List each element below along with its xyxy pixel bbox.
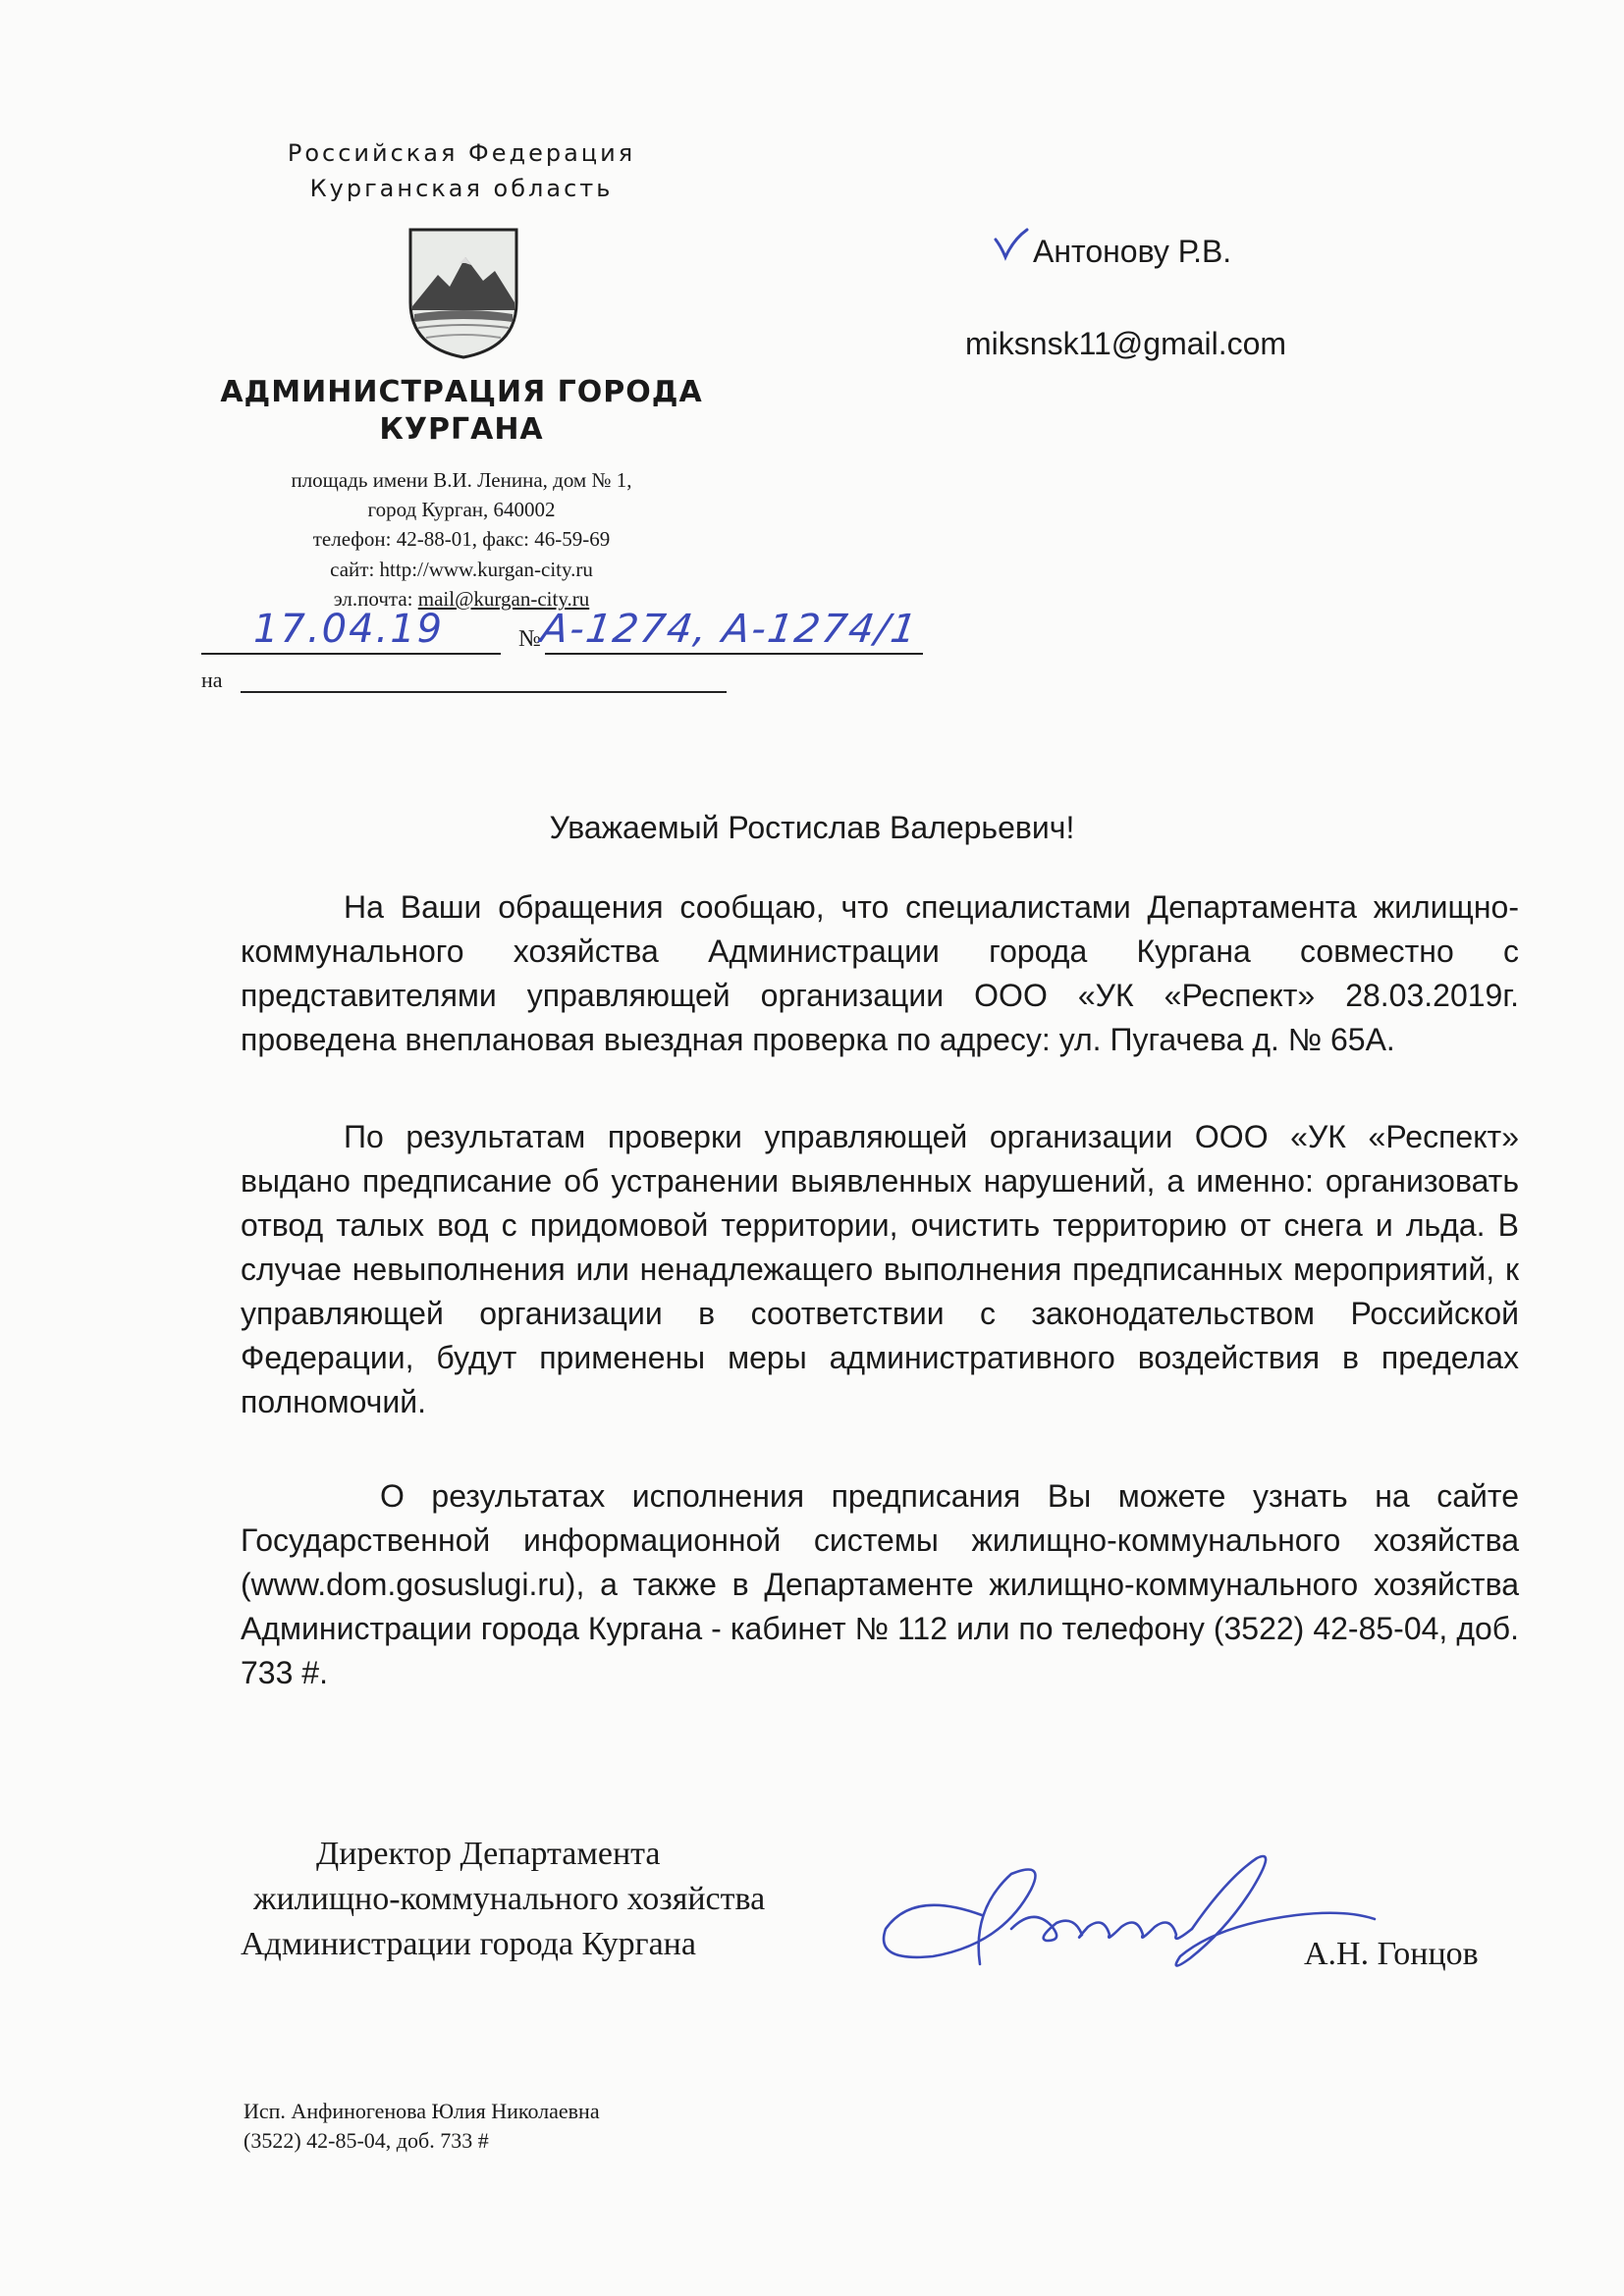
coat-of-arms-icon [405, 224, 522, 361]
website-line: сайт: http://www.kurgan-city.ru [330, 558, 593, 581]
executor-phone: (3522) 42-85-04, доб. 733 # [244, 2128, 489, 2153]
region-name: Курганская область [309, 175, 614, 202]
registration-date: 17.04.19 [253, 607, 445, 652]
check-mark-icon [994, 228, 1029, 261]
email-label: эл.почта: [333, 587, 418, 611]
executor-name: Исп. Анфиногенова Юлия Николаевна [244, 2099, 600, 2123]
address-line: площадь имени В.И. Ленина, дом № 1, [291, 468, 632, 492]
country-name: Российская Федерация [287, 139, 636, 167]
reply-to-label: на [201, 667, 223, 692]
signer-title-line3: Администрации города Кургана [241, 1926, 696, 1962]
signer-title-line1: Директор Департамента [316, 1836, 661, 1872]
phone-line: телефон: 42-88-01, факс: 46-59-69 [312, 527, 611, 551]
body-paragraph-2: По результатам проверки управляющей организации ООО «УК «Респект» выдано предписание об устранении выявленных нарушений, а именно: организовать отвод талых вод с придомовой территории, очистить территорию от снега и льда. В случае невыполнения или ненадлежащего выполнения предписанных мероприятий, к управляющей организации в соответствии с законодательством Российской Федерации, будут применены меры административного воздействия в пределах полномочий. [241, 1119, 1519, 1419]
salutation: Уважаемый Ростислав Валерьевич! [549, 810, 1075, 845]
signer-title-line2: жилищно-коммунального хозяйства [253, 1881, 766, 1917]
date-rule [201, 653, 501, 655]
body-paragraph-1: На Ваши обращения сообщаю, что специалистами Департамента жилищно-коммунального хозяйства Администрации города Кургана совместно с представителями управляющей организации ООО «УК «Респект» 28.03.2019г. проведена внеплановая выездная проверка по адресу: ул. Пугачева д. № 65А. [241, 889, 1519, 1057]
reply-to-rule [241, 691, 727, 693]
organization-title-line2: КУРГАНА [379, 412, 544, 447]
registration-number: А-1274, А-1274/1 [538, 607, 922, 652]
number-rule [545, 653, 923, 655]
org-email-link[interactable]: mail@kurgan-city.ru [417, 587, 590, 611]
recipient-name: Антонову Р.В. [1033, 234, 1232, 269]
body-paragraph-3: О результатах исполнения предписания Вы можете узнать на сайте Государственной информационной системы жилищно-коммунального хозяйства (www.dom.gosuslugi.ru), а также в Департаменте жилищно-коммунального хозяйства Администрации города Кургана - кабинет № 112 или по телефону (3522) 42-85-04, доб. 733 #. [241, 1478, 1519, 1690]
city-line: город Курган, 640002 [367, 498, 556, 521]
signer-name: А.Н. Гонцов [1304, 1936, 1479, 1972]
recipient-email[interactable]: miksnsk11@gmail.com [965, 326, 1287, 361]
number-sign: № [518, 626, 541, 652]
organization-title-line1: АДМИНИСТРАЦИЯ ГОРОДА [220, 375, 703, 409]
